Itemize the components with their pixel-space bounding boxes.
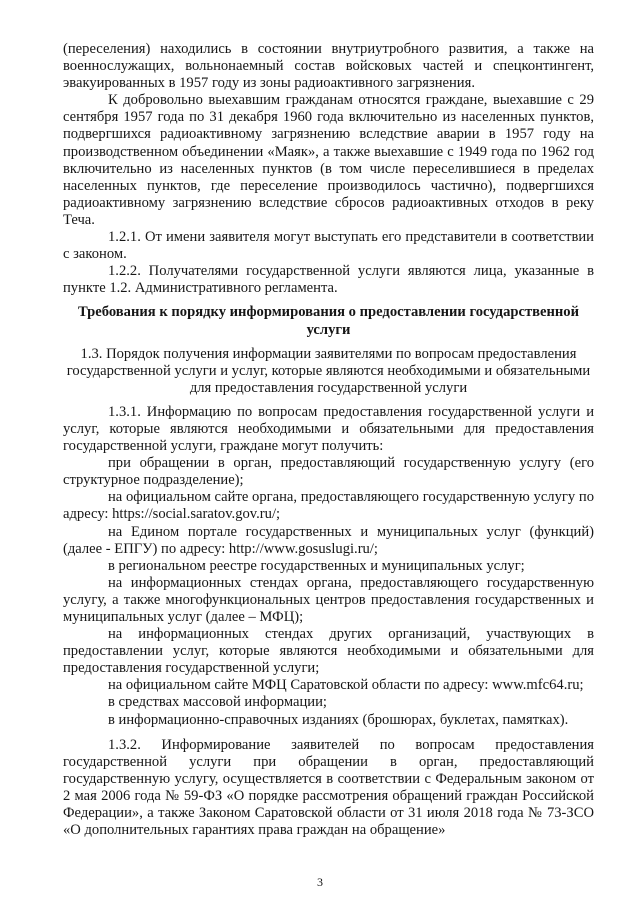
paragraph: на официальном сайте органа, предоставляющего государственную услугу по адресу: https://social.saratov.gov.ru/; — [63, 489, 594, 523]
paragraph: в региональном реестре государственных и муниципальных услуг; — [108, 557, 525, 574]
final-paragraph: 1.3.2. Информирование заявителей по вопросам предоставления государственной услуги при обращении в орган, предоставляющий государственную услугу, осуществляется в соответствии с Федеральным законом от 2 мая 2006 года № 59-ФЗ «О порядке рассмотрения обращений граждан Российской Федерации», а также Законом Саратовской области от 31 июля 2018 года № 73-ЗСО «О дополнительных гарантиях права граждан на обращение» — [63, 736, 594, 839]
paragraph: на информационных стендах других организаций, участвующих в предоставлении услуг, которые являются необходимыми и обязательными для предоставления государственной услуги; — [63, 626, 594, 677]
document-page — [63, 41, 594, 839]
paragraph: 1.2.1. От имени заявителя могут выступать его представители в соответствии с законом. — [63, 229, 594, 263]
paragraph: 1.2.2. Получателями государственной услуги являются лица, указанные в пункте 1.2. Административного регламента. — [63, 263, 594, 297]
section-heading: Требования к порядку информирования о предоставлении государственной услуги — [77, 304, 580, 338]
paragraph: при обращении в орган, предоставляющий государственную услугу (его структурное подразделение); — [63, 455, 594, 489]
body-text-after-heading — [63, 404, 594, 729]
paragraph: в информационно-справочных изданиях (брошюрах, буклетах, памятках). — [108, 711, 569, 728]
paragraph: на информационных стендах органа, предоставляющего государственную услугу, а также многофункциональных центров предоставления государственных и муниципальных услуг (далее – МФЦ); — [63, 574, 594, 625]
paragraph: К добровольно выехавшим гражданам относятся граждане, выехавшие с 29 сентября 1957 года по 31 декабря 1960 года включительно из населенных пунктов, подвергшихся радиоактивному загрязнению вследствие аварии в 1957 году на производственном объединении «Маяк», а также выехавшие с 1949 года по 1962 год включительно из населенных пунктов (в том числе переселившиеся в пределах населенных пунктов, где переселение производилось частично), подвергшихся радиоактивному загрязнению вследствие сбросов радиоактивных отходов в реку Теча. — [63, 92, 594, 228]
paragraph: 1.3.1. Информацию по вопросам предоставления государственной услуги и услуг, которые являются необходимыми и обязательными для предоставления государственной услуги, граждане могут получить: — [63, 403, 594, 455]
page-number: 3 — [317, 875, 323, 889]
body-text-before-heading — [63, 41, 594, 297]
paragraph: на официальном сайте МФЦ Саратовской области по адресу: www.mfc64.ru; — [108, 677, 584, 694]
paragraph: на Едином портале государственных и муниципальных услуг (функций) (далее - ЕПГУ) по адресу: http://www.gosuslugi.ru/; — [63, 523, 594, 557]
paragraph: (переселения) находились в состоянии внутриутробного развития, а также на военнослужащих, вольнонаемный состав войсковых частей и спецконтингент, эвакуированных в 1957 году из зоны радиоактивного загрязнения. — [63, 41, 594, 92]
paragraph: в средствах массовой информации; — [108, 694, 327, 711]
subsection-heading: 1.3. Порядок получения информации заявителями по вопросам предоставления государственной услуги и услуг, которые являются необходимыми и обязательными для предоставления государственной услуги — [66, 345, 591, 396]
